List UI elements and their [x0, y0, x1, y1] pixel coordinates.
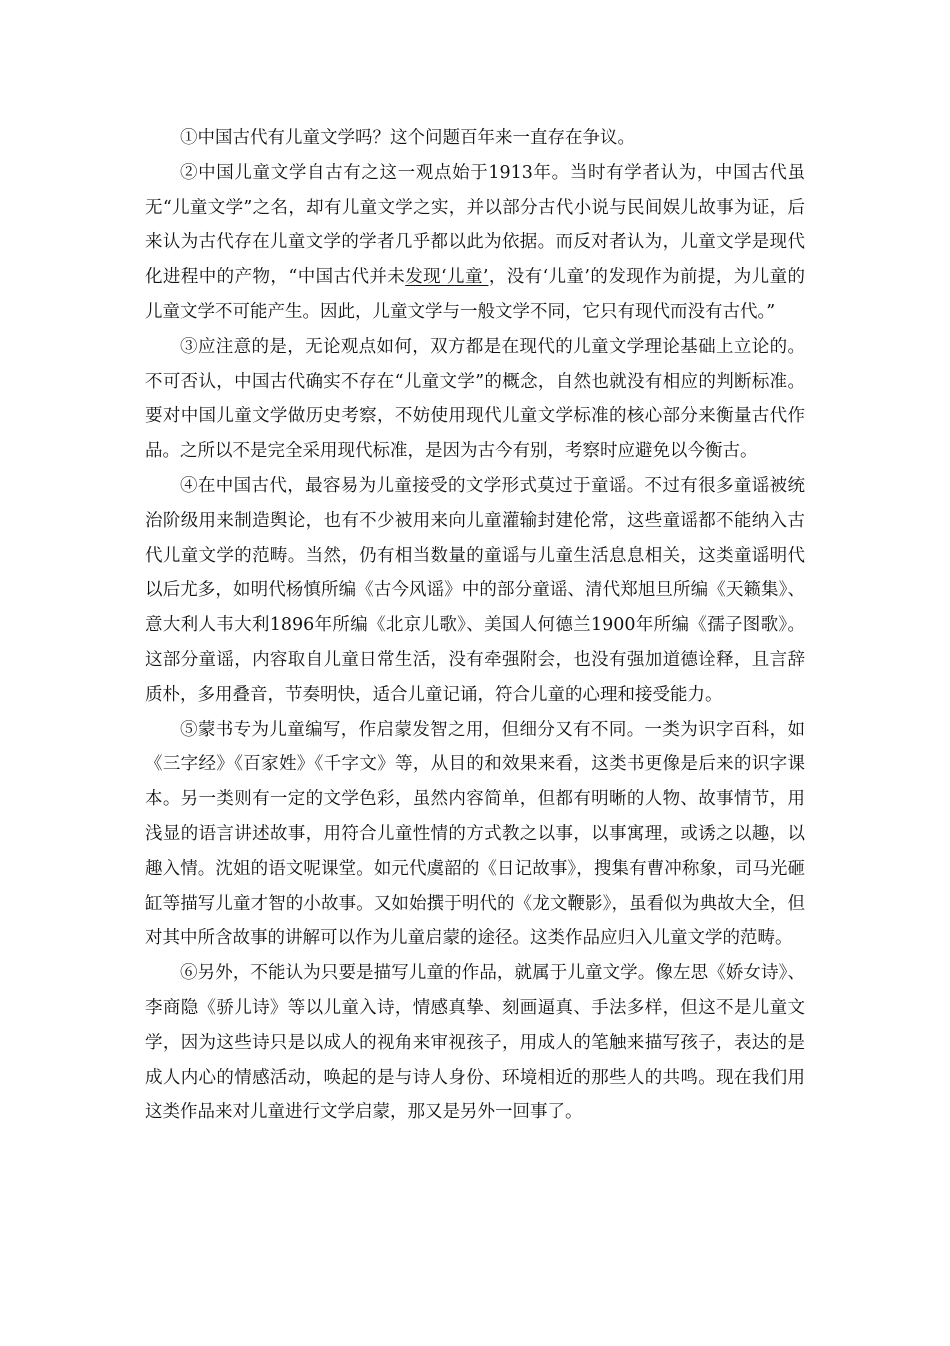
- paragraph-3: ③应注意的是，无论观点如何，双方都是在现代的儿童文学理论基础上立论的。不可否认，中国古代确实不存在“儿童文学”的概念，自然也就没有相应的判断标准。要对中国儿童文学做历史考察，不妨使用现代儿童文学标准的核心部分来衡量古代作品。之所以不是完全采用现代标准，是因为古今有别，考察时应避免以今衡古。: [145, 336, 805, 462]
- paragraph-1: ①中国古代有儿童文学吗？这个问题百年来一直存在争议。: [180, 128, 635, 148]
- paragraph-2-text-a: ②中国儿童文学自古有之这一观点始于1913年。当时有学者认为，中国古代虽无“儿童文学”之名，却有儿童文学之实，并以部分古代小说与民间娱儿故事为证，后来认为古代存在儿童文学的学者几乎都以此为依据。而反对者认为，儿童文学是现代化进程中的产物，“中国古代并未: [145, 162, 805, 288]
- paragraph-2-text-b: ，没有‘儿童’的发现作为前提，为儿童的儿童文学不可能产生。因此，儿童文学与一般文学不同，它只有现代而没有古代。”: [145, 267, 805, 322]
- paragraph-6: ⑥另外，不能认为只要是描写儿童的作品，就属于儿童文学。像左思《娇女诗》、李商隐《骄儿诗》等以儿童入诗，情感真挚、刻画逼真、手法多样，但这不是儿童文学，因为这些诗只是以成人的视角来审视孩子，用成人的笔触来描写孩子，表达的是成人内心的情感活动，唤起的是与诗人身份、环境相近的那些人的共鸣。现在我们用这类作品来对儿童进行文学启蒙，那又是另外一回事了。: [145, 963, 805, 1123]
- underlined-phrase: 发现‘儿童’: [405, 267, 489, 288]
- paragraph-5: ⑤蒙书专为儿童编写，作启蒙发智之用，但细分又有不同。一类为识字百科，如《三字经》《百家姓》《千字文》等，从目的和效果来看，这类书更像是后来的识字课本。另一类则有一定的文学色彩，虽然内容简单，但都有明晰的人物、故事情节，用浅显的语言讲述故事，用符合儿童性情的方式教之以事，以事寓理，或诱之以趣，以趣入情。沈姐的语文呢课堂。如元代虞韶的《日记故事》，搜集有曹冲称象，司马光砸缸等描写儿童才智的小故事。又如始撰于明代的《龙文鞭影》，虽看似为典故大全，但对其中所含故事的讲解可以作为儿童启蒙的途径。这类作品应归入儿童文学的范畴。: [145, 719, 805, 949]
- paragraph-4: ④在中国古代，最容易为儿童接受的文学形式莫过于童谣。不过有很多童谣被统治阶级用来制造舆论，也有不少被用来向儿童灌输封建伦常，这些童谣都不能纳入古代儿童文学的范畴。当然，仍有相当数量的童谣与儿童生活息息相关，这类童谣明代以后尤多，如明代杨慎所编《古今风谣》中的部分童谣、清代郑旭旦所编《天籁集》、意大利人韦大利1896年所编《北京儿歌》、美国人何德兰1900年所编《孺子图歌》。这部分童谣，内容取自儿童日常生活，没有牵强附会，也没有强加道德诠释，且言辞质朴，多用叠音，节奏明快，适合儿童记诵，符合儿童的心理和接受能力。: [145, 475, 805, 705]
- article-body: [145, 121, 805, 1130]
- paragraph-2: [145, 156, 805, 330]
